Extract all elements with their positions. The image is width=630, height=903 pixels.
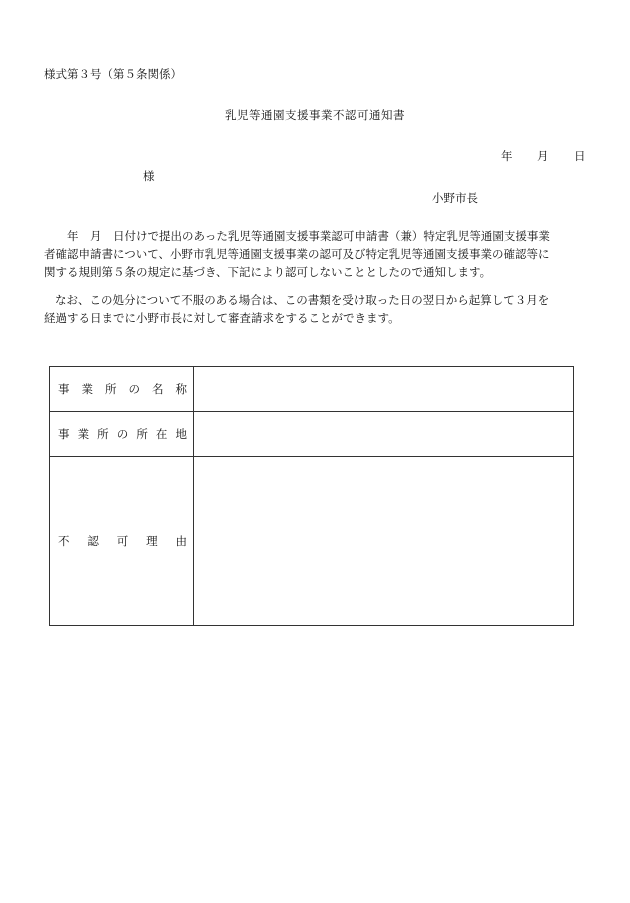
label-facility-address: 事 業 所 の 所 在 地 xyxy=(50,412,194,457)
body-line: 関する規則第５条の規定に基づき、下記により認可しないこととしたので通知します。 xyxy=(44,265,492,279)
table-row-facility-address xyxy=(50,412,574,457)
document-title: 乳児等通園支援事業不認可通知書 xyxy=(225,108,405,122)
date-month: 月 xyxy=(537,149,549,163)
table-row-rejection-reason xyxy=(50,457,574,626)
body-line: 経過する日までに小野市長に対して審査請求をすることができます。 xyxy=(44,311,400,325)
label-rejection-reason: 不 認 可 理 由 xyxy=(50,457,194,626)
value-facility-address[interactable] xyxy=(194,412,574,457)
date-year: 年 xyxy=(501,149,513,163)
value-rejection-reason[interactable] xyxy=(194,457,574,626)
body-paragraph-2 xyxy=(44,291,584,327)
issuer-name: 小野市長 xyxy=(432,191,478,205)
form-number: 様式第３号（第５条関係） xyxy=(44,67,182,81)
body-paragraph-1 xyxy=(44,227,584,281)
addressee-suffix: 様 xyxy=(143,169,155,183)
body-line: 者確認申請書について、小野市乳児等通園支援事業の認可及び特定乳児等通園支援事業の確認等に xyxy=(44,247,550,261)
body-line: なお、この処分について不服のある場合は、この書類を受け取った日の翌日から起算して３月を xyxy=(55,293,550,307)
label-facility-name: 事 業 所 の 名 称 xyxy=(50,367,194,412)
table-row-facility-name xyxy=(50,367,574,412)
date-day: 日 xyxy=(574,149,586,163)
body-line: 年 月 日付けで提出のあった乳児等通園支援事業認可申請書（兼）特定乳児等通園支援事業 xyxy=(67,229,550,243)
value-facility-name[interactable] xyxy=(194,367,574,412)
facility-info-table xyxy=(49,366,574,626)
